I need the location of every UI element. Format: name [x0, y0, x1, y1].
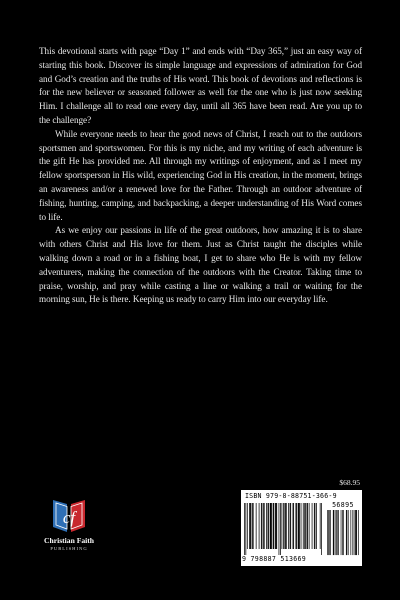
barcode-bar: [293, 503, 294, 549]
barcode-bar: [336, 510, 337, 555]
publisher-subtitle: PUBLISHING: [50, 546, 88, 551]
publisher-name: Christian Faith: [44, 536, 94, 545]
barcode-bar: [263, 503, 264, 549]
barcode-bar: [271, 503, 272, 549]
barcode-bar: [304, 503, 305, 549]
barcode-bar: [270, 503, 271, 549]
barcode-bar: [315, 503, 316, 549]
barcode-bar: [334, 510, 335, 555]
ean-barcode-bars: [244, 503, 322, 555]
barcode-bar: [303, 503, 304, 549]
blurb-paragraph-2: While everyone needs to hear the good news of Christ, I reach out to the outdoors sportsmen and sportswomen. For this is my niche, and my writing of each adventure is the gift He has provided me. All through my writings of enjoyment, and as I meet my fellow sportsperson in His wild, experiencing God in His creation, in the moment, brings an awareness and/or a renewed love for the Father. Through an outdoor adventure of fishing, hunting, camping, and backpacking, a deeper understanding of His Word comes to life.: [39, 128, 362, 222]
barcode-bar: [316, 503, 317, 549]
isbn-barcode: [241, 490, 362, 566]
barcode-bar: [275, 503, 276, 549]
barcode-bar: [290, 503, 291, 549]
barcode-bar: [329, 510, 330, 555]
barcode-bar: [341, 510, 342, 555]
barcode-bar: [342, 510, 343, 555]
barcode-bar: [305, 503, 306, 549]
barcode-bar: [338, 510, 339, 555]
barcode-bar: [352, 510, 353, 555]
svg-text:cf: cf: [62, 508, 76, 527]
publisher-logo: [34, 494, 104, 564]
barcode-bar: [347, 510, 348, 555]
barcode-bar: [330, 510, 331, 555]
barcode-bar: [335, 510, 336, 555]
barcode-bar: [251, 503, 252, 549]
barcode-bar: [276, 503, 277, 549]
barcode-bar: [343, 510, 344, 555]
price-label: $68.95: [339, 478, 360, 487]
barcode-bar: [280, 503, 281, 555]
barcode-bar: [276, 503, 277, 549]
barcode-bar: [249, 503, 250, 549]
barcode-bar: [279, 503, 280, 555]
blurb-text: [39, 45, 362, 307]
barcode-bar: [270, 503, 271, 549]
barcode-bar: [259, 503, 260, 549]
barcode-bar: [252, 503, 253, 549]
barcode-bar: [309, 503, 310, 549]
barcode-bar: [253, 503, 254, 549]
barcode-bar: [321, 503, 322, 555]
barcode-bar: [285, 503, 286, 549]
barcode-bar: [333, 510, 334, 555]
barcode-bar: [247, 503, 248, 549]
barcode-bar: [268, 503, 269, 549]
barcode-bar: [355, 510, 356, 555]
barcode-bar: [312, 503, 313, 549]
barcode-bar: [283, 503, 284, 549]
barcode-bar: [320, 503, 321, 549]
barcode-bar: [286, 503, 287, 549]
barcode-bar: [327, 510, 328, 555]
barcode-bar: [358, 510, 359, 555]
barcode-bar: [245, 503, 246, 555]
barcode-bar: [293, 503, 294, 549]
isbn-text: ISBN 979-8-88751-366-9: [245, 492, 337, 500]
barcode-bar: [273, 503, 274, 549]
barcode-bar: [314, 503, 315, 549]
barcode-bar: [301, 503, 302, 549]
barcode-bar: [328, 510, 329, 555]
barcode-bar: [282, 503, 283, 549]
barcode-bar: [307, 503, 308, 549]
barcode-bar: [296, 503, 297, 549]
barcode-bar: [268, 503, 269, 549]
barcode-bar: [356, 510, 357, 555]
barcode-bar: [256, 503, 257, 549]
price-addon-digits: 56895: [332, 501, 354, 509]
price-addon-bars: [327, 510, 359, 562]
barcode-bar: [262, 503, 263, 549]
barcode-bar: [298, 503, 299, 549]
barcode-bar: [299, 503, 300, 549]
barcode-bar: [261, 503, 262, 549]
barcode-bar: [356, 510, 357, 555]
barcode-bar: [288, 503, 289, 549]
blurb-paragraph-3: As we enjoy our passions in life of the great outdoors, how amazing it is to share with others Christ and His love for them. Just as Christ taught the disciples while walking down a road or in a fishing boat, I get to share who He is with my fellow adventurers, making the connection of the outdoors with the Creator. Taking time to praise, worship, and pray while casting a line or walking a trail or waiting for the morning sun, He is there. Keeping us ready to carry Him into our everyday life.: [39, 225, 362, 305]
barcode-bar: [298, 503, 299, 549]
barcode-bar: [264, 503, 265, 549]
barcode-bar: [273, 503, 274, 549]
blurb-paragraph-1: This devotional starts with page “Day 1” and ends with “Day 365,” just an easy way of starting this book. Discover its simple language and expressions of admiration for God and God’s creation and the truths of His word. This book of devotions and reflections is for the new believer or seasoned follower as well for the one who is just now seeking Him. I challenge all to read one every day, until all 365 have been read. Are you up to the challenge?: [39, 46, 362, 125]
ean-digits: 9 798887 513669: [242, 555, 307, 563]
barcode-bar: [354, 510, 355, 555]
barcode-bar: [348, 510, 349, 555]
barcode-bar: [284, 503, 285, 549]
barcode-bar: [296, 503, 297, 549]
barcode-bar: [346, 510, 347, 555]
barcode-bar: [307, 503, 308, 549]
barcode-bar: [266, 503, 267, 549]
cf-logo-icon: [51, 494, 87, 534]
barcode-bar: [244, 503, 245, 555]
barcode-bar: [337, 510, 338, 555]
barcode-bar: [351, 510, 352, 555]
barcode-bar: [250, 503, 251, 549]
barcode-bar: [290, 503, 291, 549]
